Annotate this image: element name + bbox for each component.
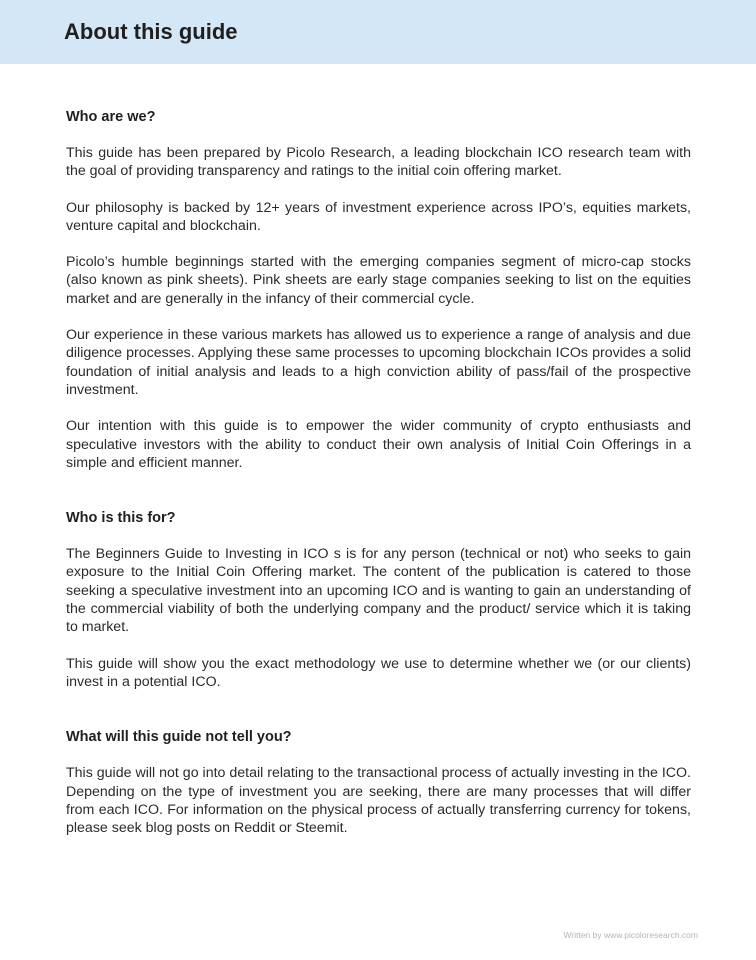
section-who-is-this-for [66, 508, 691, 691]
footer-credit: Written by www.picoloresearch.com [563, 930, 698, 940]
paragraph: Our philosophy is backed by 12+ years of investment experience across IPO’s, equities markets, venture capital and blockchain. [66, 199, 691, 234]
section-heading: What will this guide not tell you? [66, 729, 292, 746]
document-body [66, 107, 691, 837]
paragraph: This guide will show you the exact methodology we use to determine whether we (or our clients) invest in a potential ICO. [66, 655, 691, 690]
paragraph: The Beginners Guide to Investing in ICO s is for any person (technical or not) who seeks to gain exposure to the Initial Coin Offering market. The content of the publication is catered to those seeking a speculative investment into an upcoming ICO and is wanting to gain an understanding of the commercial viability of both the underlying company and the product/ service which it is taking to market. [66, 546, 691, 636]
header-band [0, 0, 756, 64]
section-heading: Who are we? [66, 109, 156, 125]
paragraph: This guide will not go into detail relating to the transactional process of actually investing in the ICO. Depending on the type of investment you are seeking, there are many processes that will differ from each ICO. For information on the physical process of actually transferring currency for tokens, please seek blog posts on Reddit or Steemit. [66, 765, 691, 837]
paragraph: Our intention with this guide is to empower the wider community of crypto enthusiasts and speculative investors with the ability to conduct their own analysis of Initial Coin Offerings in a simple and efficient manner. [66, 418, 691, 471]
paragraph: Our experience in these various markets has allowed us to experience a range of analysis and due diligence processes. Applying these same processes to upcoming blockchain ICOs provides a solid foundation of initial analysis and leads to a high conviction ability of pass/fail of the prospective investment. [66, 327, 691, 398]
page-title: About this guide [64, 19, 238, 44]
section-what-not-tell [66, 727, 691, 837]
section-who-are-we [66, 107, 691, 472]
paragraph: This guide has been prepared by Picolo Research, a leading blockchain ICO research team with the goal of providing transparency and ratings to the initial coin offering market. [66, 145, 691, 180]
paragraph: Picolo’s humble beginnings started with the emerging companies segment of micro-cap stocks (also known as pink sheets). Pink sheets are early stage companies seeking to list on the equities market and are generally in the infancy of their commercial cycle. [66, 254, 691, 307]
section-heading: Who is this for? [66, 510, 176, 527]
